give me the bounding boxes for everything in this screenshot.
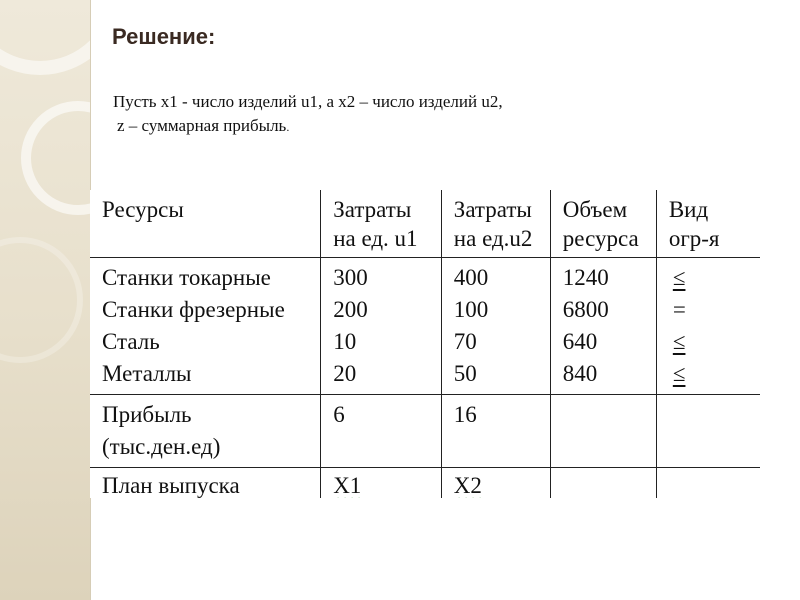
resource-constraint-cell — [656, 258, 760, 395]
plan-label-cell: План выпуска — [90, 468, 321, 499]
header-cost-u1: Затраты на ед. u1 — [321, 190, 442, 258]
constraint-symbol: = — [672, 297, 686, 322]
resource-u1-cell: 300 200 10 20 — [321, 258, 442, 395]
header-constraint-type: Вид огр-я — [656, 190, 760, 258]
constraint-symbol: ≤ — [672, 265, 686, 290]
resource-volume-cell: 1240 6800 640 840 — [550, 258, 656, 395]
table-row-plan — [90, 468, 760, 499]
resource-table — [90, 190, 760, 498]
decorative-circles — [0, 0, 90, 600]
table-header-row — [90, 190, 760, 258]
header-cost-u2: Затраты на ед.u2 — [441, 190, 550, 258]
resource-names-cell: Станки токарные Станки фрезерные Сталь Металлы — [90, 258, 321, 395]
intro-text — [113, 90, 503, 139]
plan-u2-cell: X2 — [441, 468, 550, 499]
table-row-profit — [90, 395, 760, 468]
profit-constraint-cell — [656, 395, 760, 468]
intro-line-2-period: . — [286, 120, 290, 134]
header-resources: Ресурсы — [90, 190, 321, 258]
profit-label-cell: Прибыль (тыс.ден.ед) — [90, 395, 321, 468]
plan-constraint-cell — [656, 468, 760, 499]
plan-volume-cell — [550, 468, 656, 499]
intro-line-2-text: z – суммарная прибыль — [117, 116, 287, 135]
table-row-resources — [90, 258, 760, 395]
intro-line-1: Пусть x1 - число изделий u1, а x2 – число изделий u2, — [113, 92, 503, 111]
slide-title: Решение: — [112, 24, 216, 49]
header-volume: Объем ресурса — [550, 190, 656, 258]
profit-u2-cell: 16 — [441, 395, 550, 468]
profit-u1-cell: 6 — [321, 395, 442, 468]
constraint-symbol: ≤ — [672, 361, 686, 386]
resource-table-container — [90, 190, 760, 498]
intro-line-2 — [113, 116, 289, 135]
decorative-side-panel — [0, 0, 91, 600]
resource-u2-cell: 400 100 70 50 — [441, 258, 550, 395]
profit-volume-cell — [550, 395, 656, 468]
constraint-symbol: ≤ — [672, 329, 686, 354]
plan-u1-cell: X1 — [321, 468, 442, 499]
